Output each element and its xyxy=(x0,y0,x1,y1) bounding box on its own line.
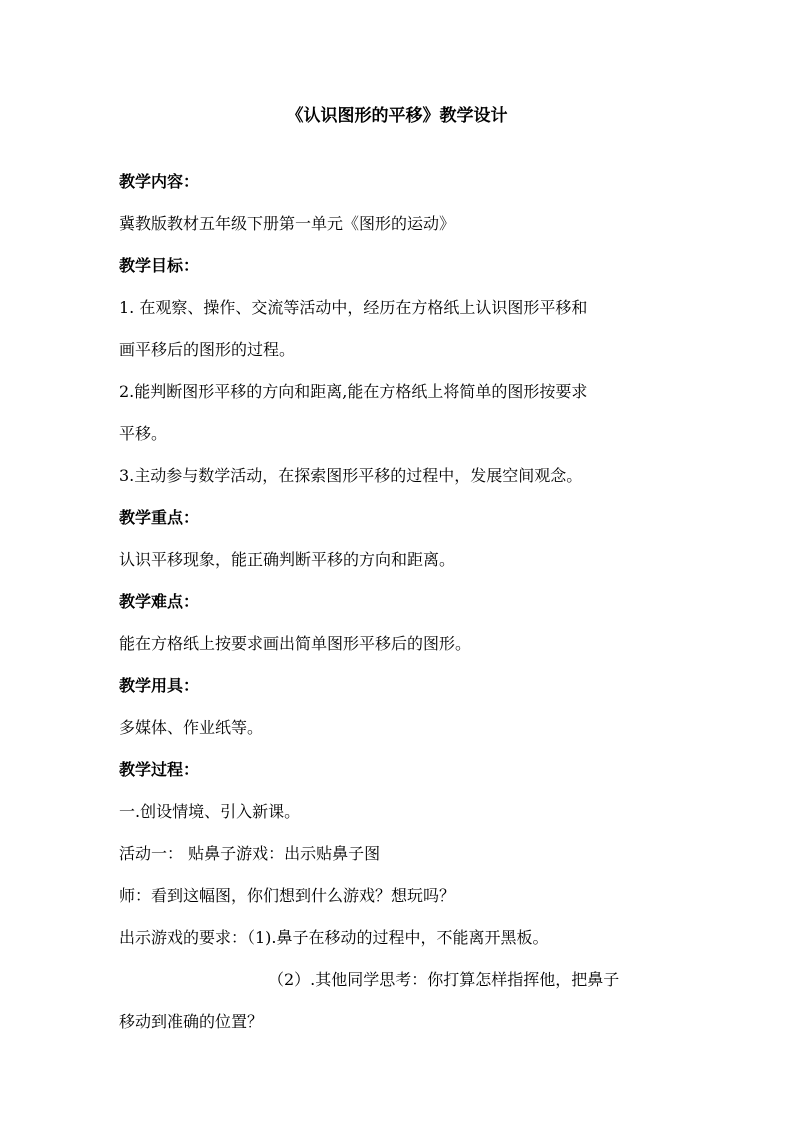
game-rule-2: （2）.其他同学思考：你打算怎样指挥他，把鼻子 xyxy=(268,970,620,989)
activity-1: 活动一： 贴鼻子游戏：出示贴鼻子图 xyxy=(119,844,381,863)
goal-3: 3.主动参与数学活动，在探索图形平移的过程中，发展空间观念。 xyxy=(119,466,583,485)
game-rule-2-continued: 移动到准确的位置？ xyxy=(119,1012,264,1031)
teacher-question: 师：看到这幅图，你们想到什么游戏？想玩吗？ xyxy=(119,886,456,905)
heading-key-points: 教学重点： xyxy=(119,508,200,527)
paragraph-teaching-tools: 多媒体、作业纸等。 xyxy=(119,718,264,737)
goal-1-line-2: 画平移后的图形的过程。 xyxy=(119,340,296,359)
heading-difficulties: 教学难点： xyxy=(119,592,200,611)
paragraph-textbook: 冀教版教材五年级下册第一单元《图形的运动》 xyxy=(119,214,456,233)
paragraph-key-points: 认识平移现象，能正确判断平移的方向和距离。 xyxy=(119,550,456,569)
heading-teaching-process: 教学过程： xyxy=(119,760,200,779)
game-rule-1: 出示游戏的要求：（1).鼻子在移动的过程中，不能离开黑板。 xyxy=(119,928,549,947)
heading-teaching-content: 教学内容： xyxy=(119,172,200,191)
goal-2-line-1: 2.能判断图形平移的方向和距离,能在方格纸上将简单的图形按要求 xyxy=(119,382,588,401)
heading-teaching-goals: 教学目标： xyxy=(119,256,200,275)
process-section-1: 一.创设情境、引入新课。 xyxy=(119,802,301,821)
goal-2-line-2: 平移。 xyxy=(119,424,168,443)
paragraph-difficulties: 能在方格纸上按要求画出简单图形平移后的图形。 xyxy=(119,634,472,653)
goal-1-line-1: 1. 在观察、操作、交流等活动中，经历在方格纸上认识图形平移和 xyxy=(119,298,588,317)
heading-teaching-tools: 教学用具： xyxy=(119,676,200,695)
document-title: 《认识图形的平移》教学设计 xyxy=(286,106,508,126)
